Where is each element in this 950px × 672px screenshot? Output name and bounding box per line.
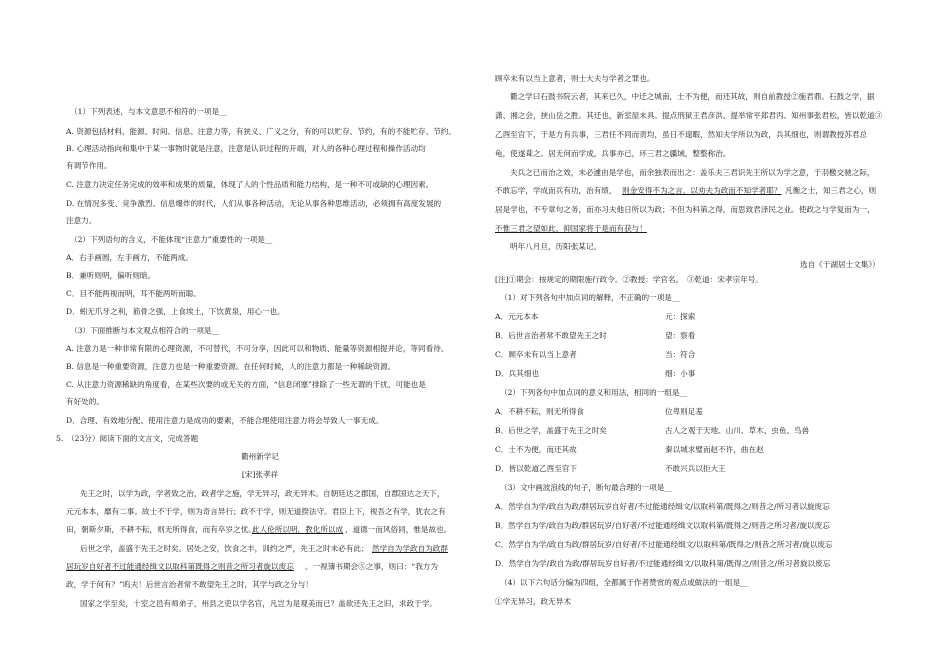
- left-text-line: A. 资源包括材料、能源、时间、信息、注意力等，有狭义、广义之分，有的可以贮存、节约，有的不能贮存、节约。: [66, 127, 456, 136]
- right-text-line: 秦以城求璧而赵不许，曲在赵: [665, 445, 764, 454]
- right-text-line: 元：探索: [665, 312, 696, 321]
- right-text-line: 古人之观于天地、山川、草木、虫鱼、鸟兽: [665, 426, 810, 435]
- left-text-line: （3）下面推断与本文观点相符合的一项是__: [70, 326, 220, 335]
- left-text-line: A．右手画圆，左手画方，不能两成。: [66, 253, 193, 262]
- left-text-line: D．合理、有效地分配、使用注意力是成功的要素，不能合理使用注意力将会导致人一事无成。: [66, 416, 384, 425]
- left-text-line: B. 心理活动指向和集中于某一事物时就是注意，注意是认识过程的开端，对人的各种心理过程和操作活动均: [66, 144, 426, 153]
- right-text-line: 潇、湘之会，挟山岳之胜。其迁也，新室屋未具。提点刑狱王君彦洪、提举常平郑君丙、知州事张君松，皆以乾道③: [495, 111, 883, 120]
- right-text-line: （1）对下列各句中加点词的解释，不正确的一项是__: [500, 293, 680, 302]
- left-text-line: 政，学于何有？”呜夫！后世言治者常不敢望先王之时，其学与政之分与！: [66, 580, 313, 589]
- right-text-line: 乙酉至官下，于是方有兵事，三君任不同而责均，虽日不遑暇，然知夫学所以为政，兵其细也，则谓教授苏君总: [495, 130, 868, 139]
- right-text-line: 位卑则足羞: [665, 407, 703, 416]
- right-text-line: 龟，使遂葺之。居无何而学成，兵事亦已，环三君之疆域，整整称治。: [495, 149, 731, 158]
- left-text-line: B. 信息是一种重要资源，注意力也是一种重要资源。在任何时候，人的注意力都是一种稀缺资源。: [66, 362, 396, 371]
- left-text-line: 田，朝斯夕斯，不耕不耘，则无所得食，而有卒岁之忧。: [66, 525, 256, 534]
- right-text-line: 则金安得不为之言，以劝夫为政而不知学者耶？: [622, 186, 782, 195]
- right-text-line: 细：小事: [665, 369, 696, 378]
- right-text-line: （3）文中画波浪线的句子，断句最合理的一项是__: [500, 483, 672, 492]
- left-text-line: [宋]张孝祥: [241, 470, 279, 479]
- left-text-line: C. 注意力决定任务完成的效率和成果的质量，体现了人的个性品质和能力结构，是一种不可或缺的心理因素。: [66, 180, 434, 189]
- right-text-line: 选自《于湖居士文集》）: [800, 260, 880, 269]
- left-text-line: 元元本本，靡有二事。故士不于学，则为奇言异行；政不于学，则无道揆法守。君臣上下，视吾之有学，犹农之有: [66, 507, 446, 516]
- left-text-line: 先王之时，以学为政，学者致之治，政者学之施，学无异习，政无异术。自朝廷达之郡国，自郡国达之天下，: [80, 489, 445, 498]
- right-text-line: 不惟三君之望如此，抑国家将于是而有获与！: [495, 224, 647, 233]
- right-text-line: B．后世言治者常不敢望先王之时: [495, 331, 607, 340]
- right-text-line: （4）以下六句话分编为四组，全都属于作者赞赏的观点或做法的一组是__: [500, 578, 748, 587]
- left-text-line: 居玩岁自好者不过能通经缉文以取科第既得之则昔之所习者旋以废忘: [66, 562, 294, 571]
- right-text-line: 明年八月旦，历阳张某记。: [510, 242, 602, 251]
- left-text-line: ，道德一而风俗同，惟是故也。: [345, 525, 452, 534]
- right-text-line: 顾卒未有以当上意者，则士大夫与学者之罪也。: [495, 74, 655, 83]
- right-text-line: D．然学自为学/政自为政/群居玩岁自好者/不过能通经缉文/以取科第/既得之/则昔之/所习者旋以废忘: [495, 559, 831, 568]
- left-text-line: C. 从注意力资源稀缺的角度看，在某些次要的或无关的方面，“信息闭塞”排除了一些无谓的干扰，可能也是: [66, 380, 426, 389]
- left-text-line: C．目不能两视而明，耳不能两听而聪。: [66, 289, 201, 298]
- left-text-line: 。一视簿书期会⑤之事，则曰：“我方为: [305, 562, 438, 571]
- left-text-line: 国家之学至矣，十室之邑有师弟子，州县之吏以学名官，凡岂为是观美而已？盖欲还先王之旧，求政于学。: [80, 599, 437, 608]
- right-text-line: 衢之学曰石鼓书院云者，其来已久，中迁之城南，士不为便，而还其故，则自前教授②施君鼎。石鼓之学，据: [510, 92, 875, 101]
- left-text-line: 注意力。: [66, 216, 97, 225]
- left-text-line: 有调节作用。: [66, 161, 112, 170]
- right-text-line: 望：察看: [665, 331, 696, 340]
- right-text-line: 不敢兴兵以拒大王: [665, 464, 726, 473]
- right-text-line: ①学无异习，政无异术: [495, 597, 571, 606]
- right-text-line: [注]①期会：按规定的期限施行政令。②教授：学官名。 ③乾道：宋孝宗年号。: [495, 275, 763, 284]
- left-text-line: 后世之学，盖盛于先王之时矣。居处之安，饮食之丰，训约之严，先王之时未必有此；: [80, 544, 369, 553]
- left-text-line: 衢州新学记: [241, 452, 279, 461]
- right-text-line: 夫兵之已而治之效，未必遽由是学也，而余独表而出之：盖乐夫三君识先王所以为学之意，于羽檄交驰之际，: [510, 168, 875, 177]
- left-text-line: D. 在情况多变、竞争激烈、信息爆炸的时代，人们从事各种活动，无论从事各种思维活动，必须拥有高度发展的: [66, 199, 442, 208]
- left-text-line: 此人伦所以明，教化所以成: [252, 525, 344, 534]
- right-text-line: A．元元本本: [495, 312, 539, 321]
- right-text-line: A．不耕不耘，则无所得食: [495, 407, 585, 416]
- right-text-line: C．然学自为学/政自为政/群居玩岁/自好者/不过能通经缉文/以取科第/既得之/则昔之所习者/旋以废忘: [495, 540, 833, 549]
- right-text-line: D．兵其细也: [495, 369, 540, 378]
- right-text-line: 不敢忘学，学成而兵有功，治有绩，: [495, 186, 617, 195]
- right-text-line: C．顾卒未有以当上意者: [495, 350, 577, 359]
- right-text-line: 当：符合: [665, 350, 696, 359]
- left-text-line: （2）下列语句的含义，不能体现“注意力”重要性的一项是__: [70, 235, 273, 244]
- left-text-line: D．蚓无爪牙之利，筋骨之强，上食埃土，下饮黄泉，用心一也。: [66, 307, 285, 316]
- right-text-line: B．后世之学，盖盛于先王之时矣: [495, 426, 607, 435]
- left-text-line: 有好处的。: [66, 397, 104, 406]
- left-text-line: A. 注意力是一种非常有限的心理资源，不可替代，不可分享，因此可以和物质、能量等资源相提并论，等同看待。: [66, 344, 449, 353]
- right-text-line: （2）下列各句中加点词的意义和用法，相同的一组是__: [500, 388, 688, 397]
- right-text-line: 居是学也，不专章句之务，而亦习夫他日所以为政；不但为科第之得，而思致君泽民之业。使政之与学复而为一，: [495, 205, 875, 214]
- left-text-line: B．兼听则明，偏听则暗。: [66, 271, 156, 280]
- left-text-line: （1）下列表述，与本文意思不相符的一项是__: [70, 107, 227, 116]
- right-text-line: 凡衡之士，知三君之心，则: [785, 186, 877, 195]
- right-text-line: A．然学自为学/政自为政/群居玩岁自好者/不过能通经缉文/以取科第/既得之/则昔之/所习者以旋废忘: [495, 502, 830, 511]
- left-text-line: 5. （23分）阅读下面的文言文，完成答题: [56, 434, 199, 443]
- right-text-line: C．士不为便，而还其故: [495, 445, 577, 454]
- right-text-line: B．然学自为学/政自为政/群居玩岁/自好者/不过能通经缉文以取科第/既得之/则昔之所习者/旋以废忘: [495, 521, 830, 530]
- right-text-line: D．皆以乾道乙酉至官下: [495, 464, 578, 473]
- left-text-line: 然学自为学政自为政群: [372, 544, 448, 553]
